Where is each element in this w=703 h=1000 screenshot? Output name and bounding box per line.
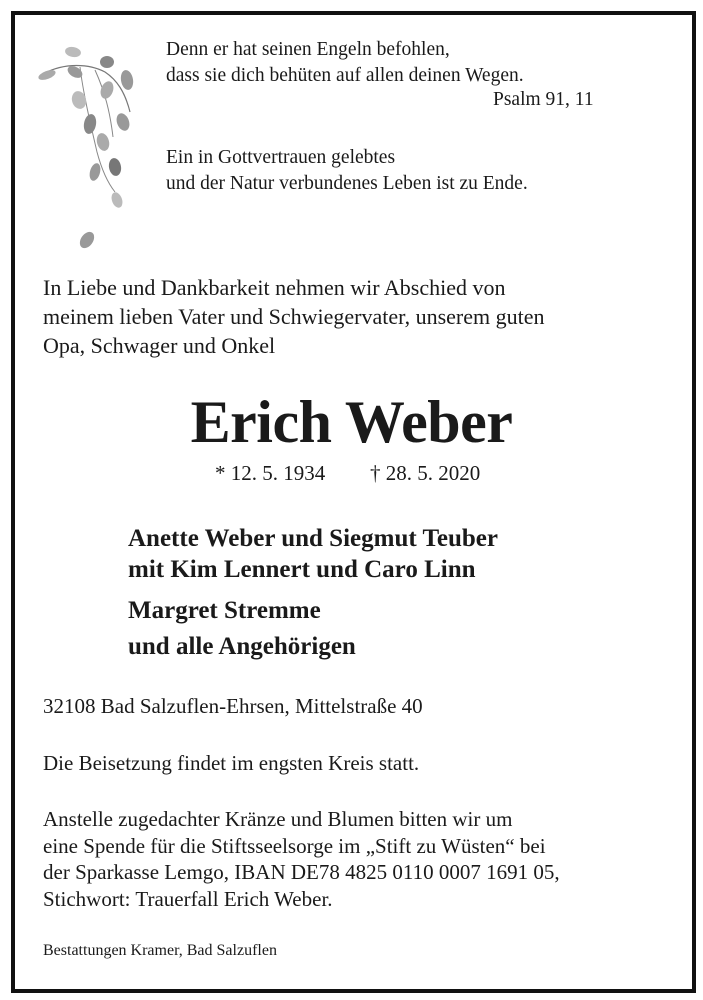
leaf-branch-icon: [35, 42, 145, 272]
mourners-list: [128, 523, 498, 585]
mourner-line: und alle Angehörigen: [128, 633, 356, 660]
intro-line: Opa, Schwager und Onkel: [43, 333, 276, 358]
death-date: † 28. 5. 2020: [370, 461, 481, 485]
mourner-line: Margret Stremme: [128, 597, 321, 624]
donation-line: Stichwort: Trauerfall Erich Weber.: [43, 886, 333, 911]
bible-verse: [166, 37, 524, 89]
mourner-line: mit Kim Lennert und Caro Linn: [128, 556, 476, 583]
motto-line: und der Natur verbundenes Leben ist zu Ende.: [166, 173, 528, 194]
motto: [166, 145, 528, 197]
mourner-line: Anette Weber und Siegmut Teuber: [128, 525, 498, 552]
verse-line: dass sie dich behüten auf allen deinen Wegen.: [166, 65, 524, 86]
donation-line: der Sparkasse Lemgo, IBAN DE78 4825 0110 0007 1691 05,: [43, 860, 560, 884]
verse-reference: Psalm 91, 11: [493, 89, 594, 110]
motto-line: Ein in Gottvertrauen gelebtes: [166, 147, 396, 168]
undertaker: Bestattungen Kramer, Bad Salzuflen: [43, 942, 277, 959]
donation-note: [43, 806, 560, 912]
donation-line: eine Spende für die Stiftsseelsorge im „Stift zu Wüsten“ bei: [43, 833, 546, 858]
verse-line: Denn er hat seinen Engeln befohlen,: [166, 39, 450, 60]
intro-text: [43, 273, 545, 360]
intro-line: meinem lieben Vater und Schwiegervater, unserem guten: [43, 304, 545, 329]
burial-note: Die Beisetzung findet im engsten Kreis statt.: [43, 751, 420, 775]
family-address: 32108 Bad Salzuflen-Ehrsen, Mittelstraße 40: [43, 694, 423, 718]
donation-line: Anstelle zugedachter Kränze und Blumen bitten wir um: [43, 807, 513, 831]
birth-date: * 12. 5. 1934: [215, 461, 326, 485]
deceased-name: Erich Weber: [190, 389, 513, 455]
intro-line: In Liebe und Dankbarkeit nehmen wir Abschied von: [43, 275, 506, 300]
